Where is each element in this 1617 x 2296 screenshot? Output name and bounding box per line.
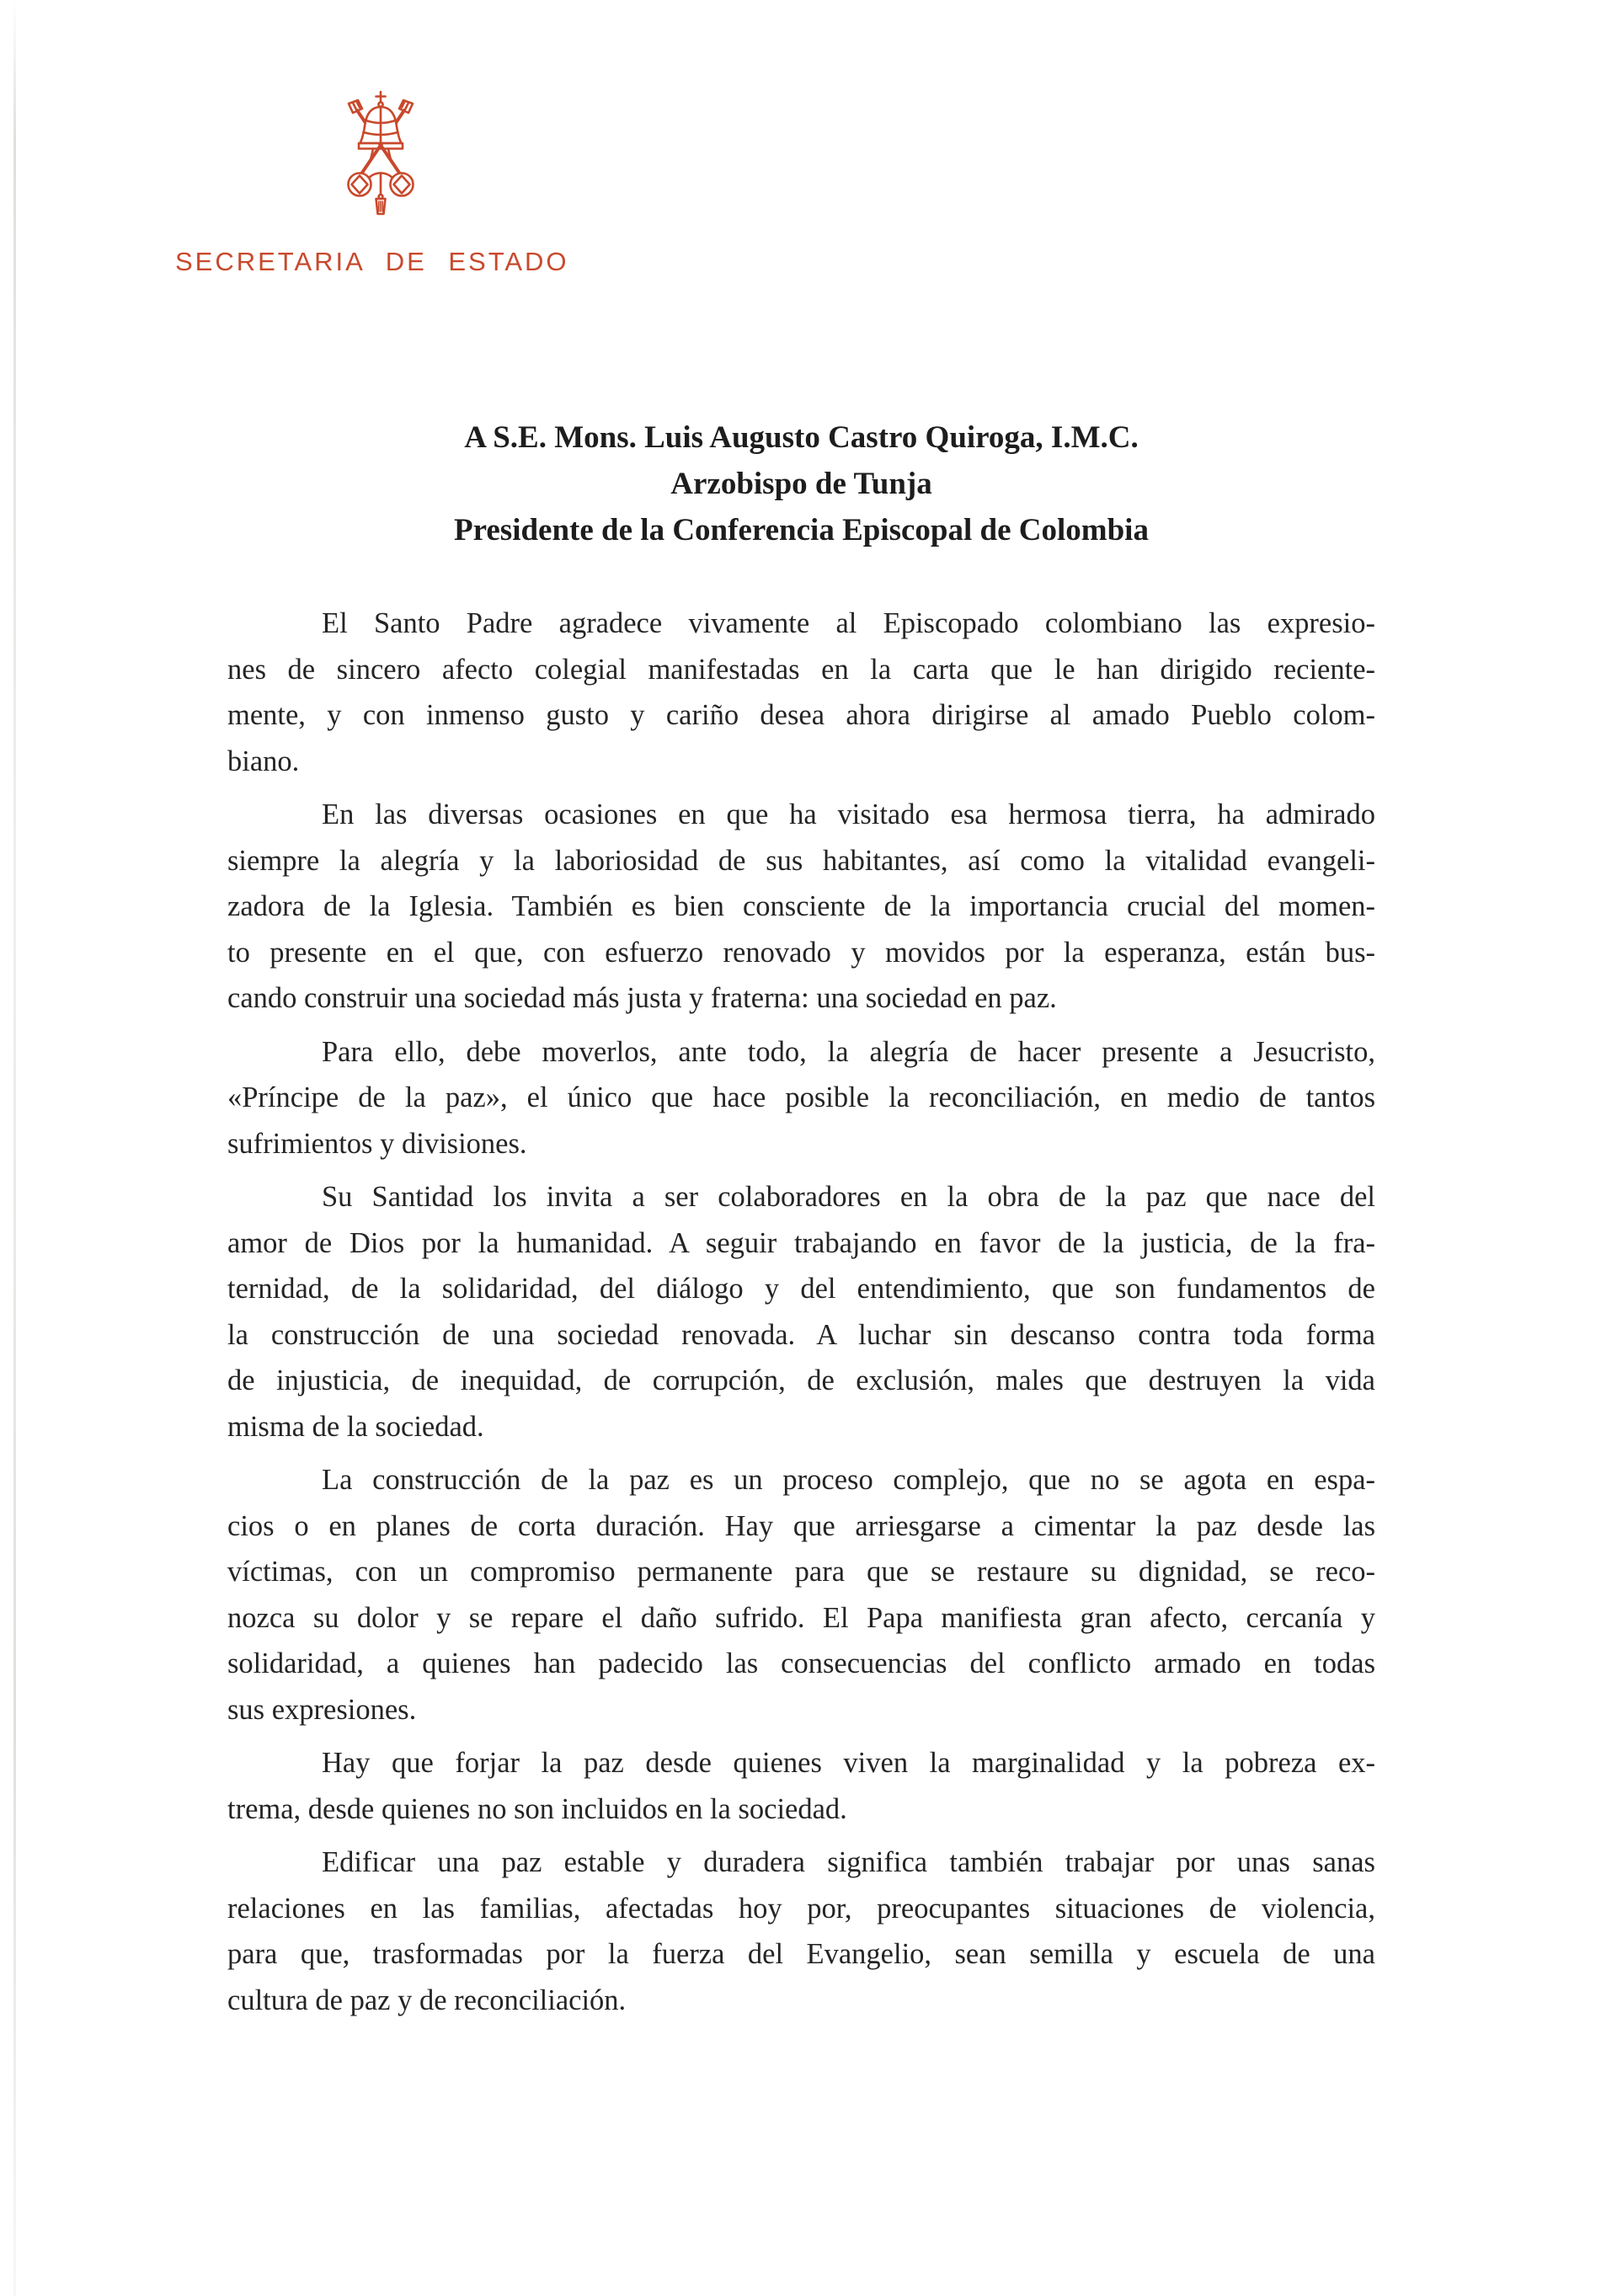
body-line: Edificar una paz estable y duradera significa también trabajar por unas sanas — [322, 1846, 1375, 1878]
body-line: biano. — [227, 745, 300, 777]
body-line: nozca su dolor y se repare el daño sufrido. El Papa manifiesta gran afecto, cercanía y — [227, 1601, 1375, 1634]
body-line: sus expresiones. — [227, 1693, 417, 1726]
body-line: cando construir una sociedad más justa y fraterna: una sociedad en paz. — [227, 982, 1057, 1014]
recipient-name: A S.E. Mons. Luis Augusto Castro Quiroga, I.M.C. — [464, 420, 1139, 455]
body-paragraph — [227, 601, 1375, 784]
body-paragraph — [227, 1839, 1375, 2023]
body-paragraph — [227, 792, 1375, 1022]
body-paragraph — [227, 1457, 1375, 1733]
body-line: La construcción de la paz es un proceso complejo, que no se agota en espa- — [322, 1464, 1375, 1496]
body-paragraph — [227, 1740, 1375, 1832]
body-line: ternidad, de la solidaridad, del diálogo y del entendimiento, que son fundamentos de — [227, 1273, 1375, 1305]
body-line: de injusticia, de inequidad, de corrupción, de exclusión, males que destruyen la vida — [227, 1364, 1375, 1396]
body-paragraph — [227, 1174, 1375, 1450]
body-line: cios o en planes de corta duración. Hay que arriesgarse a cimentar la paz desde las — [227, 1509, 1375, 1542]
body-line: siempre la alegría y la laboriosidad de sus habitantes, así como la vitalidad evangeli- — [227, 844, 1375, 877]
body-line: Hay que forjar la paz desde quienes viven la marginalidad y la pobreza ex- — [322, 1747, 1375, 1779]
body-line: zadora de la Iglesia. También es bien consciente de la importancia crucial del momen- — [227, 890, 1375, 922]
vatican-tiara-crossed-keys-icon — [326, 89, 435, 219]
body-line: cultura de paz y de reconciliación. — [227, 1984, 627, 2016]
body-line: El Santo Padre agradece vivamente al Episcopado colombiano las expresio- — [322, 607, 1375, 639]
letterhead-department: SECRETARIA DE ESTADO — [175, 247, 569, 276]
body-line: trema, desde quienes no son incluidos en la sociedad. — [227, 1792, 847, 1825]
scan-edge-artifact — [13, 0, 16, 2296]
body-line: para que, trasformadas por la fuerza del Evangelio, sean semilla y escuela de una — [227, 1938, 1375, 1970]
recipient-block — [227, 414, 1375, 553]
body-line: misma de la sociedad. — [227, 1410, 484, 1443]
body-line: nes de sincero afecto colegial manifestadas en la carta que le han dirigido reciente- — [227, 653, 1375, 686]
body-line: mente, y con inmenso gusto y cariño desea ahora dirigirse al amado Pueblo colom- — [227, 699, 1375, 731]
body-line: solidaridad, a quienes han padecido las consecuencias del conflicto armado en todas — [227, 1647, 1375, 1679]
recipient-title: Arzobispo de Tunja — [670, 467, 932, 501]
body-line: «Príncipe de la paz», el único que hace posible la reconciliación, en medio de tantos — [227, 1081, 1375, 1113]
body-line: Su Santidad los invita a ser colaboradores en la obra de la paz que nace del — [322, 1181, 1375, 1213]
body-line: sufrimientos y divisiones. — [227, 1127, 527, 1160]
body-line: En las diversas ocasiones en que ha visitado esa hermosa tierra, ha admirado — [322, 798, 1375, 830]
body-line: relaciones en las familias, afectadas hoy por, preocupantes situaciones de violencia, — [227, 1892, 1375, 1925]
body-line: Para ello, debe moverlos, ante todo, la alegría de hacer presente a Jesucristo, — [322, 1035, 1375, 1068]
body-line: to presente en el que, con esfuerzo renovado y movidos por la esperanza, están bus- — [227, 936, 1375, 969]
body-paragraph — [227, 1029, 1375, 1167]
body-line: amor de Dios por la humanidad. A seguir trabajando en favor de la justicia, de la fra- — [227, 1226, 1375, 1259]
recipient-role: Presidente de la Conferencia Episcopal de Colombia — [454, 513, 1149, 547]
letter-body — [227, 601, 1375, 2023]
body-line: víctimas, con un compromiso permanente para que se restaure su dignidad, se reco- — [227, 1556, 1375, 1588]
body-line: la construcción de una sociedad renovada. A luchar sin descanso contra toda forma — [227, 1318, 1375, 1351]
